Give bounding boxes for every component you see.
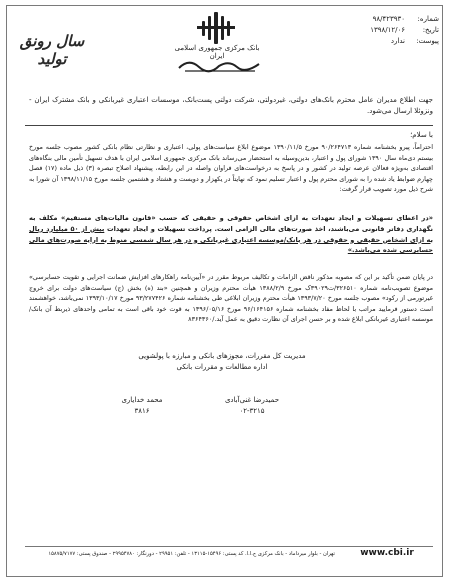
letter-body-paragraph-2: در پایان ضمن تأکید بر این که مصوبه مذکور ناقض الزامات و تکالیف مربوط مقرر در «آیین‌نامه راهکارهای افزایش ضمانت اجرایی و تقویت حسابرسی» موضوع تصویب‌نامه شماره ۳۲۶۵۱۰/ت۳۹۰۲۹ک مورخ ۱۳۸۸/۲/۹ هیأت محترم وزیران و همچنین «بند (ه) بخش (ج) سیاست‌های دولت برای خروج غیرتورمی از رکود» مصوب جلسه مورخ ۱۳۹۳/۷/۲۰ هیأت محترم وزیران ابلاغی طی بخشنامه شماره ۹۳/۲۷۷۴۲۶ مورخ ۱۳۹۳/۱۰/۱۷ نمی‌باشد، خواهشمند است دستور فرمایید مراتب با لحاظ مفاد بخشنامه شماره ۹۶/۱۶۴۱۵۶ مورخ ۱۳۹۶/۰۵/۱۶ به قوت خود باقی است به تمامی واحدهای ذیربط آن بانک/موسسه اعتباری غیربانکی ابلاغ شده و بر حسن اجرای آن نظارت دقیق به عمل آید./۸۳۶۴۳۶۰ (29, 273, 433, 324)
bank-name: بانک مرکزی جمهوری اسلامی ایران (174, 44, 260, 60)
office-title: اداره مطالعات و مقررات بانکی (176, 362, 268, 371)
signatory-right-name: حمیدرضا غنی‌آبادی (224, 396, 280, 404)
resolution-underlined-text: بیش از ۵۰ میلیارد ریال به ازای اشخاص حقیقی و حقوقی در هر بانک/موسسه اعتباری غیربانکی و در هر سال شمسی منوط به ارایه صورت‌های مالی حسابرسی شده می‌باشد.» (29, 224, 433, 255)
signatory-right-ext: ۰۲-۳۲۱۵ (239, 406, 265, 415)
footer-website-link[interactable]: www.cbi.ir (360, 548, 414, 558)
central-bank-emblem-icon (197, 12, 235, 48)
letter-date: ۱۳۹۸/۱۲/۰۶ (370, 26, 405, 34)
footer-address: تهران - بلوار میرداماد - بانک مرکزی ج.ا.ا. کد پستی: ۱۵۴۹۶-۱۳۱۱۵ - تلفن: ۲۹۹۵۱ - دورنگار: ۲۹۹۵۴۷۸۰ - صندوق پستی: ۱۵۸۷۵/۷۱۷۷ (48, 551, 335, 557)
letter-body-paragraph-1: احتراماً، پیرو بخشنامه شماره ۹۰/۲۶۴۷۱۳ مورخ ۱۳۹۰/۱۱/۵ موضوع ابلاغ سیاست‌های پولی، اعتباری و نظارتی نظام بانکی کشور مصوب جلسه مورخ بیستم دی‌ماه سال ۱۳۹۰ شورای پول و اعتبار، بدین‌وسیله به استحضار می‌رساند بانک مرکزی جمهوری اسلامی ایران با هدف تسهیل تأمین مالی بنگاه‌های اقتصادی به‌ویژه فعالان عرصه تولید در کشور و در پاسخ به درخواست‌های فراوان واصله در این رابطه، پیشنهاد اصلاح تبصره (۳) ذیل ماده (۱۷) فصل چهارم ضوابط یاد شده را به شورای محترم پول و اعتبار تسلیم نمود که نهایتاً در یکهزار و دویست و هشتاد و هشتمین جلسه مورخ ۱۳۹۸/۱۱/۱۵ آن شورا به شرح ذیل مورد تصویب قرار گرفت: (29, 143, 434, 194)
signatory-right (187, 395, 317, 416)
bank-calligraphy-icon (175, 56, 263, 78)
letter-meta-values (337, 14, 405, 47)
greeting: با سلام؛ (410, 131, 433, 139)
divider (25, 125, 433, 126)
department-title: مدیریت کل مقررات، مجوزهای بانکی و مبارزه با پولشویی (138, 352, 306, 360)
resolution-text: «در اعطای تسهیلات و ایجاد تعهدات به ازای اشخاص حقوقی و حقیقی که حسب «قانون مالیات‌های مستقیم» مکلف به نگهداری دفاتر قانونی می‌باشند، اخذ صورت‌های مالی الزامی است. پرداخت تسهیلات و ایجاد تعهدات (29, 214, 434, 233)
date-label: تاریخ: (422, 26, 439, 34)
attachment-label: پیوست: (416, 37, 439, 45)
signatory-left-name: محمد خدایاری (121, 396, 163, 404)
approved-resolution (29, 213, 433, 256)
footer-divider (25, 546, 433, 547)
letter-page (6, 5, 443, 577)
recipients-line: جهت اطلاع مدیران عامل محترم بانک‌های دولتی، غیردولتی، شرکت دولتی پست‌بانک، موسسات اعتباری غیربانکی و بانک مشترک ایران - ونزوئلا ارسال می‌شود. (29, 96, 433, 115)
signatory-left-ext: ۳۸۱۶ (134, 406, 150, 415)
signatory-department (122, 351, 322, 372)
year-motto: سال رونق تولید (19, 32, 85, 68)
letter-attachment: ندارد (390, 37, 405, 45)
number-label: شماره: (417, 15, 439, 23)
letter-number: ۹۸/۴۲۳۹۳۰ (372, 15, 405, 23)
letter-meta-labels (409, 14, 439, 47)
